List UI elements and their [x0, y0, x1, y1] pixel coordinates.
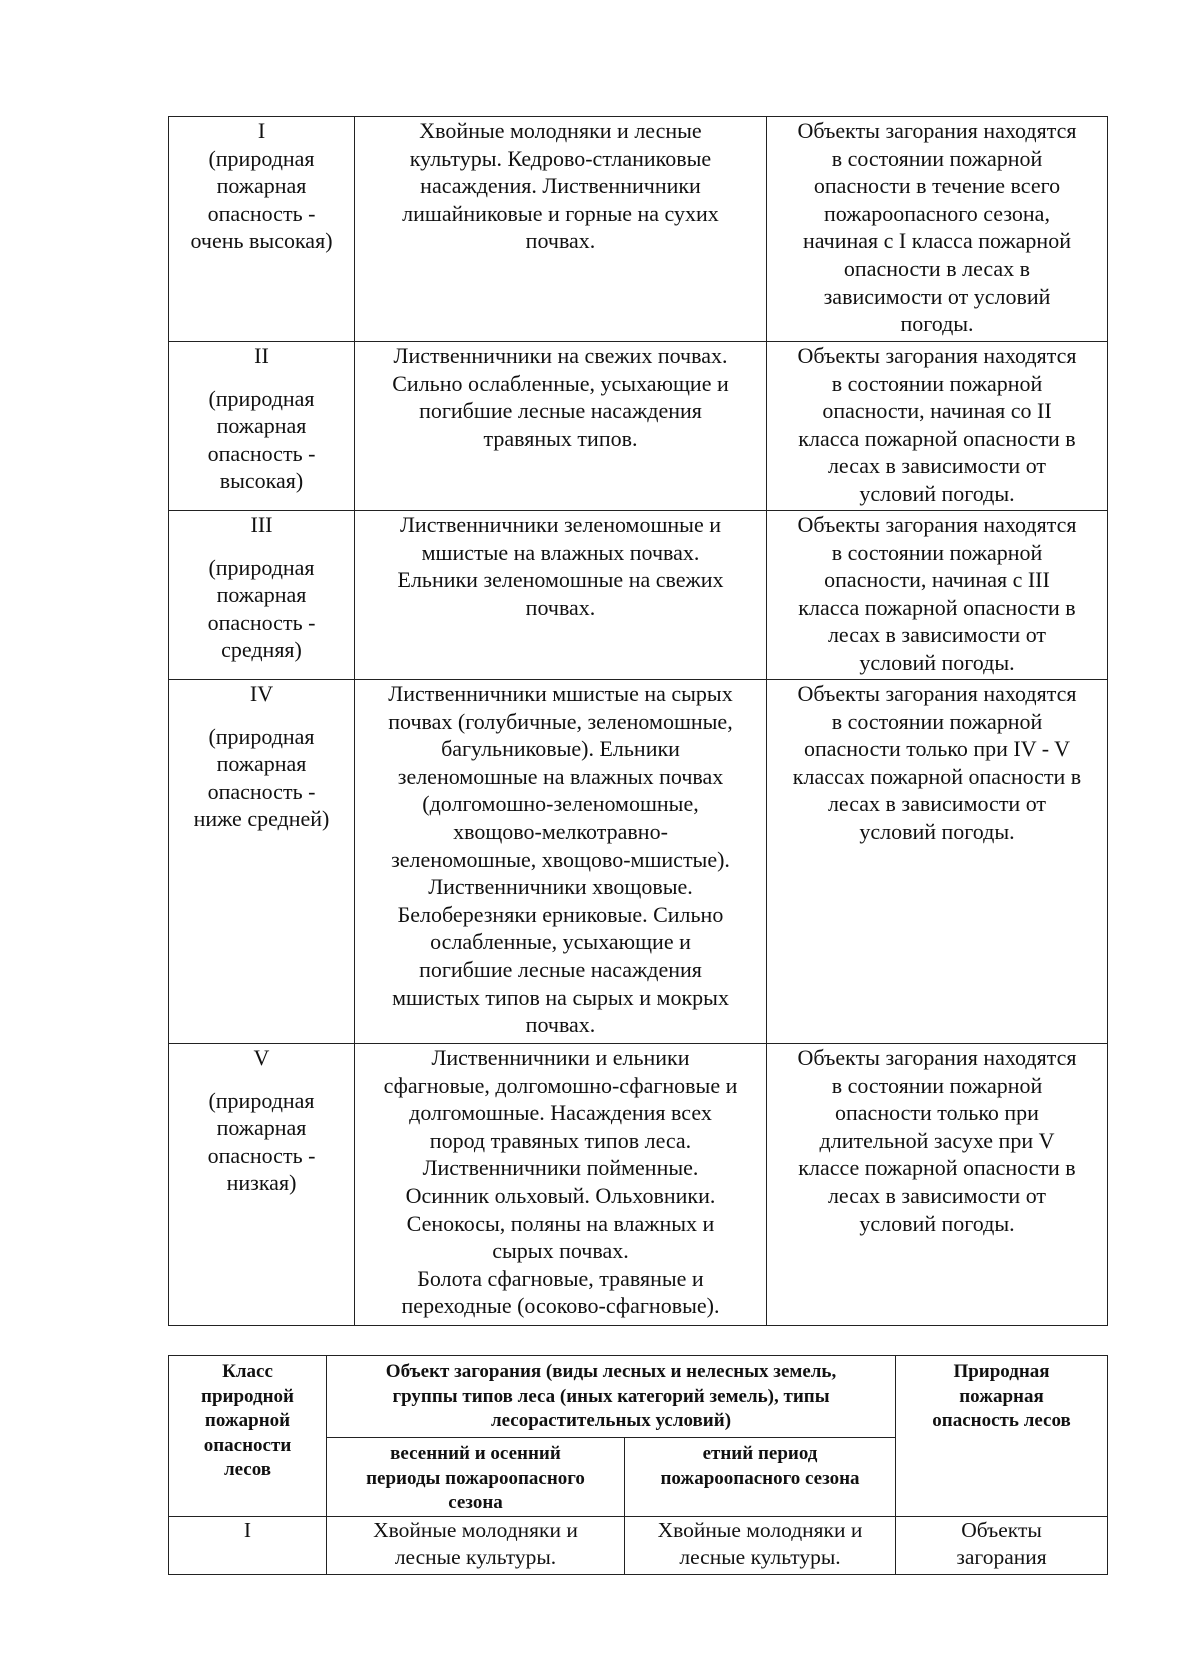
- text-line: культуры. Кедрово-стланиковые: [409, 145, 712, 171]
- header-line: весенний и осенний: [390, 1443, 561, 1464]
- table-row: [169, 511, 1108, 680]
- class-cell: [169, 511, 355, 680]
- text-line: Лиственничники зеленомошные и: [400, 512, 721, 537]
- text-line: лесах в зависимости от: [827, 453, 1047, 479]
- text-line: почвах.: [525, 228, 596, 254]
- text-line: зеленомошные на влажных почвах: [397, 763, 724, 789]
- class-desc-line: низкая): [226, 1170, 297, 1196]
- text-line: зависимости от условий: [823, 283, 1051, 309]
- objects-cell: [355, 680, 767, 1044]
- text-line: погибшие лесные насаждения: [419, 398, 702, 424]
- text-line: пожароопасного сезона,: [824, 200, 1050, 226]
- class-cell: [169, 1516, 327, 1574]
- danger-cell: [896, 1516, 1108, 1574]
- header-line: опасности: [203, 1434, 292, 1456]
- text-line: почвах (голубичные, зеленомошные,: [388, 708, 733, 734]
- class-desc-line: опасность -: [207, 778, 316, 804]
- text-line: условий погоды.: [859, 649, 1015, 675]
- class-numeral: IV: [249, 681, 274, 706]
- text-line: Сильно ослабленные, усыхающие и: [392, 370, 729, 396]
- text-line: Белоберезняки ерниковые. Сильно: [397, 901, 724, 927]
- text-line: Хвойные молодняки и: [373, 1517, 578, 1542]
- class-desc-line: опасность -: [207, 609, 316, 635]
- fire-danger-season-table: [168, 1355, 1108, 1575]
- text-line: загорания: [956, 1544, 1047, 1569]
- class-cell: [169, 680, 355, 1044]
- class-cell: [169, 1044, 355, 1326]
- text-line: класса пожарной опасности в: [798, 594, 1076, 620]
- class-numeral: II: [254, 343, 269, 368]
- text-line: Объекты загорания находятся: [797, 681, 1077, 706]
- header-objects: [327, 1356, 896, 1438]
- header-class: [169, 1356, 327, 1517]
- danger-cell: [767, 680, 1108, 1044]
- class-desc-line: (природная: [208, 723, 315, 749]
- text-line: Хвойные молодняки и лесные: [419, 118, 702, 143]
- class-desc-line: очень высокая): [190, 228, 333, 254]
- text-line: багульниковые). Ельники: [441, 736, 680, 762]
- class-numeral: I: [257, 118, 266, 143]
- text-line: Объекты загорания находятся: [797, 1045, 1077, 1070]
- table-row: [169, 680, 1108, 1044]
- header-danger: [896, 1356, 1108, 1517]
- class-numeral: V: [253, 1045, 270, 1070]
- text-line: почвах.: [525, 594, 596, 620]
- text-line: опасности только при: [835, 1100, 1039, 1126]
- class-desc-line: пожарная: [216, 413, 307, 439]
- text-line: Объекты загорания находятся: [797, 118, 1077, 143]
- table-row: [169, 1516, 1108, 1574]
- class-desc-line: (природная: [208, 385, 315, 411]
- spring-objects-cell: [327, 1516, 625, 1574]
- text-line: переходные (осоково-сфагновые).: [401, 1293, 720, 1319]
- class-desc-line: пожарная: [216, 173, 307, 199]
- text-line: условий погоды.: [859, 480, 1015, 506]
- class-desc-line: (природная: [208, 1087, 315, 1113]
- class-desc-line: опасность -: [207, 440, 316, 466]
- class-cell: [169, 117, 355, 342]
- text-line: условий погоды.: [859, 1210, 1015, 1236]
- header-row: [169, 1356, 1108, 1438]
- text-line: Болота сфагновые, травяные и: [417, 1265, 704, 1291]
- text-line: опасности, начиная со II: [822, 398, 1052, 424]
- header-line: етний период: [702, 1443, 818, 1464]
- header-line: лесорастительных условий): [490, 1410, 732, 1431]
- objects-cell: [355, 342, 767, 511]
- text-line: Лиственничники пойменные.: [422, 1155, 699, 1181]
- subheader-summer: [625, 1438, 896, 1517]
- text-line: в состоянии пожарной: [831, 370, 1043, 396]
- header-line: пожарной: [204, 1410, 291, 1431]
- text-line: опасности в течение всего: [813, 173, 1061, 199]
- class-desc-line: (природная: [208, 554, 315, 580]
- text-line: почвах.: [525, 1012, 596, 1038]
- text-line: сфагновые, долгомошно-сфагновые и: [383, 1072, 738, 1098]
- text-line: Объекты загорания находятся: [797, 512, 1077, 537]
- header-line: Класс: [222, 1361, 273, 1382]
- text-line: Лиственничники хвощовые.: [428, 874, 693, 900]
- class-desc-line: (природная: [208, 145, 315, 171]
- fire-danger-table: [168, 116, 1108, 1326]
- class-desc-line: пожарная: [216, 751, 307, 777]
- text-line: Осинник ольховый. Ольховники.: [405, 1182, 716, 1208]
- text-line: Объекты загорания находятся: [797, 343, 1077, 368]
- header-line: пожарная: [959, 1385, 1044, 1407]
- text-line: классе пожарной опасности в: [798, 1155, 1076, 1181]
- text-line: лишайниковые и горные на сухих: [402, 200, 719, 226]
- text-line: насаждения. Лиственничники: [420, 173, 701, 199]
- table-row: [169, 117, 1108, 342]
- summer-objects-cell: [625, 1516, 896, 1574]
- text-line: долгомошные. Насаждения всех: [409, 1100, 712, 1126]
- header-line: сезона: [448, 1492, 503, 1513]
- header-line: периоды пожароопасного: [366, 1467, 585, 1489]
- class-desc-line: пожарная: [216, 1115, 307, 1141]
- danger-cell: [767, 511, 1108, 680]
- text-line: опасности в лесах в: [843, 255, 1031, 281]
- text-line: условий погоды.: [859, 818, 1015, 844]
- text-line: травяных типов.: [483, 425, 638, 451]
- text-line: мшистых типов на сырых и мокрых: [392, 984, 729, 1010]
- header-line: пожароопасного сезона: [660, 1467, 860, 1489]
- text-line: сырых почвах.: [492, 1238, 629, 1264]
- header-line: группы типов леса (иных категорий земель), типы: [392, 1385, 830, 1407]
- objects-cell: [355, 117, 767, 342]
- class-desc-line: опасность -: [207, 200, 316, 226]
- subheader-spring-autumn: [327, 1438, 625, 1517]
- text-line: начиная с I класса пожарной: [803, 228, 1071, 254]
- objects-cell: [355, 1044, 767, 1326]
- text-line: в состоянии пожарной: [831, 708, 1043, 734]
- text-line: Сенокосы, поляны на влажных и: [406, 1210, 715, 1236]
- text-line: классах пожарной опасности в: [792, 763, 1082, 789]
- text-line: Лиственничники мшистые на сырых: [388, 681, 733, 706]
- header-line: природной: [201, 1385, 294, 1407]
- class-desc-line: высокая): [219, 468, 304, 494]
- text-line: лесах в зависимости от: [827, 1182, 1047, 1208]
- danger-cell: [767, 117, 1108, 342]
- text-line: погоды.: [900, 311, 974, 337]
- class-desc-line: пожарная: [216, 582, 307, 608]
- danger-cell: [767, 1044, 1108, 1326]
- text-line: пород травяных типов леса.: [429, 1127, 692, 1153]
- text-line: лесах в зависимости от: [827, 791, 1047, 817]
- table-row: [169, 342, 1108, 511]
- text-line: хвощово-мелкотравно-: [453, 818, 668, 844]
- danger-cell: [767, 342, 1108, 511]
- text-line: длительной засухе при V: [819, 1127, 1055, 1153]
- class-desc-line: ниже средней): [193, 806, 330, 832]
- text-line: в состоянии пожарной: [831, 145, 1043, 171]
- text-line: Хвойные молодняки и: [657, 1517, 863, 1542]
- text-line: Лиственничники и ельники: [431, 1045, 690, 1070]
- class-numeral: I: [243, 1517, 252, 1542]
- text-line: лесах в зависимости от: [827, 622, 1047, 648]
- text-line: зеленомошные, хвощово-мшистые).: [391, 846, 730, 872]
- objects-cell: [355, 511, 767, 680]
- class-cell: [169, 342, 355, 511]
- text-line: Ельники зеленомошные на свежих: [397, 567, 724, 593]
- text-line: класса пожарной опасности в: [798, 425, 1076, 451]
- class-desc-line: опасность -: [207, 1142, 316, 1168]
- text-line: в состоянии пожарной: [831, 539, 1043, 565]
- text-line: мшистые на влажных почвах.: [421, 539, 700, 565]
- class-numeral: III: [250, 512, 273, 537]
- text-line: опасности, начиная с III: [824, 567, 1050, 593]
- text-line: лесные культуры.: [394, 1544, 557, 1569]
- class-desc-line: средняя): [221, 637, 302, 663]
- text-line: лесные культуры.: [679, 1544, 841, 1569]
- header-line: лесов: [223, 1459, 272, 1480]
- table-row: [169, 1044, 1108, 1326]
- header-line: Природная: [953, 1361, 1050, 1382]
- text-line: в состоянии пожарной: [831, 1072, 1043, 1098]
- text-line: (долгомошно-зеленомошные,: [422, 791, 699, 817]
- text-line: Объекты: [961, 1517, 1042, 1542]
- text-line: погибшие лесные насаждения: [419, 956, 702, 982]
- text-line: ослабленные, усыхающие и: [430, 929, 691, 955]
- text-line: Лиственничники на свежих почвах.: [393, 343, 728, 368]
- header-line: Объект загорания (виды лесных и нелесных земель,: [385, 1361, 837, 1382]
- text-line: опасности только при IV - V: [803, 736, 1071, 762]
- header-line: опасность лесов: [932, 1410, 1071, 1431]
